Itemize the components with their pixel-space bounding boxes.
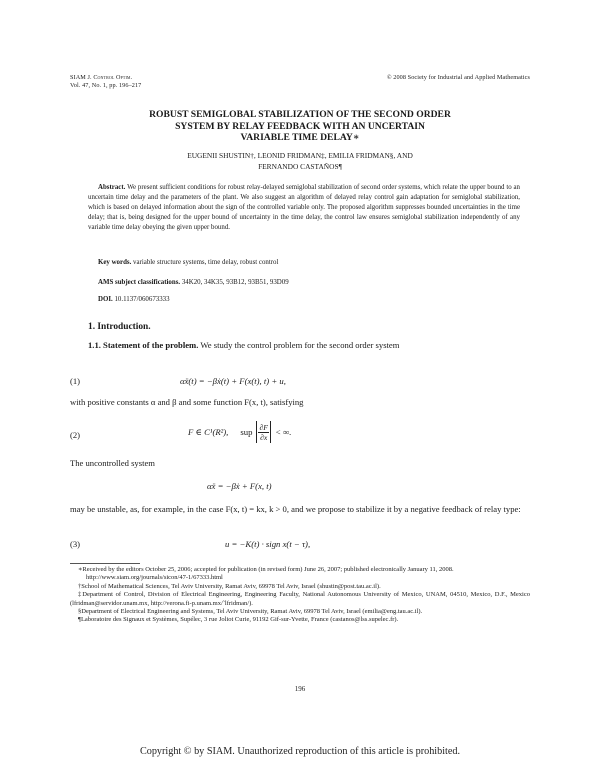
- equation-2: [188, 420, 291, 444]
- copyright-notice: Copyright © by SIAM. Unauthorized reproduction of this article is prohibited.: [139, 746, 461, 757]
- equation-2-left: F ∈ C¹(R²),: [188, 426, 229, 437]
- footnote-fridman-e: §Department of Electrical Engineering and Systems, Tel Aviv University, Ramat Aviv, 69978 Tel Aviv, Israel (emilia@eng.tau.ac.il).: [78, 608, 423, 616]
- footnotes: [70, 566, 530, 625]
- doi: [88, 295, 520, 305]
- ams-text: 34K20, 34K35, 93B12, 93B51, 93D09: [181, 279, 289, 286]
- abstract-label: Abstract.: [98, 184, 126, 191]
- equation-1-number: (1): [70, 376, 81, 386]
- title-line-3: VARIABLE TIME DELAY∗: [240, 132, 360, 143]
- equation-2-number: (2): [70, 430, 81, 440]
- journal-volume: Vol. 47, No. 1, pp. 196–217: [70, 82, 142, 89]
- abs-bar-right: [270, 421, 271, 443]
- abs-bar-left: [256, 421, 257, 443]
- title-line-2: SYSTEM BY RELAY FEEDBACK WITH AN UNCERTAIN: [175, 120, 425, 132]
- equation-3: u = −K(t) · sign x(t − τ),: [225, 539, 311, 549]
- footnote-rule: [70, 563, 140, 564]
- keywords-text: variable structure systems, time delay, robust control: [133, 259, 279, 266]
- doi-label: DOI.: [98, 296, 113, 303]
- partial-derivative-fraction: [258, 423, 269, 442]
- page-number: 196: [294, 685, 306, 693]
- abstract: [88, 183, 520, 233]
- journal-name: SIAM J. Control Optim.: [70, 74, 133, 81]
- ams-label: AMS subject classifications.: [98, 279, 181, 286]
- equation-3-number: (3): [70, 539, 81, 549]
- subsection-text: We study the control problem for the second order system: [200, 340, 400, 350]
- title-line-1: ROBUST SEMIGLOBAL STABILIZATION OF THE SECOND ORDER: [149, 109, 451, 120]
- equation-unnumbered: αẍ = −βẋ + F(x, t): [207, 481, 272, 491]
- doi-text: 10.1137/060673333: [114, 296, 170, 303]
- abstract-text: We present sufficient conditions for robust relay-delayed semiglobal stabilization of second order systems, which relate the upper bound to an uncertain time delay and the parameters of the plant. We also suggest an algorithm of delayed relay control gain adaptation for semiglobal stabilization, which is based on delayed information about the sign of the controlled variable only. The proposed algorithm suppresses bounded uncertainties in the time delay; that is, being designed for the upper bound of uncertainty in the time delay, the control law ensures semiglobal stabilization independently of any variable time delay obeying the given upper bound.: [88, 184, 520, 231]
- authors-line-2: FERNANDO CASTAÑOS¶: [258, 162, 342, 171]
- after-unnumbered-equation: may be unstable, as, for example, in the case F(x, t) = kx, k > 0, and we propose to stabilize it by a negative feedback of relay type:: [70, 504, 521, 514]
- paper-title: [70, 109, 530, 144]
- equation-2-right: < ∞.: [275, 427, 292, 437]
- fraction-denominator: ∂x: [260, 432, 268, 442]
- equation-2-sup: sup: [240, 427, 253, 437]
- author-list: [80, 150, 520, 172]
- footnote-url: http://www.siam.org/journals/sicon/47-1/67333.html: [86, 574, 223, 582]
- keywords-label: Key words.: [98, 259, 132, 266]
- section-title: 1. Introduction.: [88, 322, 151, 332]
- after-equation-1: with positive constants α and β and some function F(x, t), satisfying: [70, 397, 304, 407]
- header-copyright: © 2008 Society for Industrial and Applied Mathematics: [386, 74, 530, 81]
- footnote-fridman-l: ‡Department of Control, Division of Electrical Engineering, Engineering Faculty, National Autonomous University of Mexico, UNAM, 04510, Mexico, D.F., Mexico (lfridman@servidor.unam.mx, http://verona.fi-p.unam.mx/˜lfridman/).: [70, 591, 530, 607]
- fraction-numerator: ∂F: [259, 422, 269, 432]
- equation-1: αẍ(t) = −βẋ(t) + F(x(t), t) + u,: [180, 376, 286, 386]
- footnote-received: ∗Received by the editors October 25, 2006; accepted for publication (in revised form) June 26, 2007; published electronically January 11, 2008.: [78, 566, 454, 573]
- authors-line-1: EUGENII SHUSTIN†, LEONID FRIDMAN‡, EMILIA FRIDMAN§, AND: [187, 151, 413, 160]
- keywords: [88, 258, 520, 268]
- ams-classification: [88, 278, 520, 288]
- footnote-shustin: †School of Mathematical Sciences, Tel Aviv University, Ramat Aviv, 69978 Tel Aviv, Israel (shustin@post.tau.ac.il).: [78, 582, 381, 590]
- subsection-title: 1.1. Statement of the problem.: [88, 340, 199, 350]
- uncontrolled-system-text: The uncontrolled system: [70, 458, 155, 468]
- footnote-castanos: ¶Laboratoire des Signaux et Systèmes, Supélec, 3 rue Joliot Curie, 91192 Gif-sur-Yvette, France (castanos@lss.supelec.fr).: [78, 616, 399, 624]
- subsection-paragraph: [70, 339, 530, 352]
